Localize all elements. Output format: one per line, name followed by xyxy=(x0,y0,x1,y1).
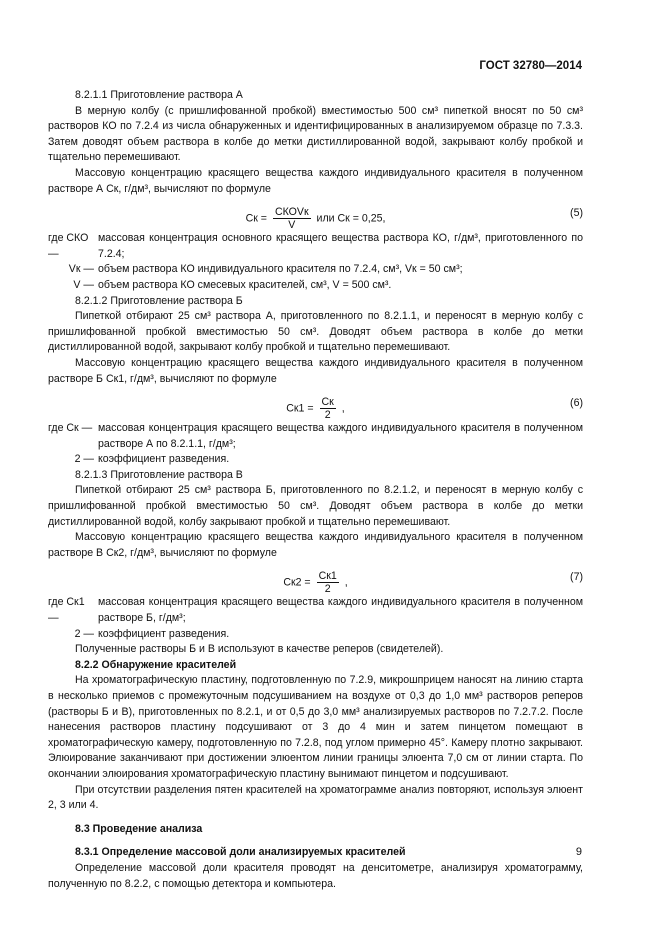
formula-number: (5) xyxy=(570,207,583,220)
definition-row xyxy=(48,595,583,626)
page-number: 9 xyxy=(575,846,582,858)
formula-fraction xyxy=(317,570,339,595)
paragraph: Пипеткой отбирают 25 см³ раствора Б, приготовленного по 8.2.1.2, и переносят в мерную колбу с пришлифованной пробкой вместимостью 50 см³. Доводят объем раствора в колбе до метки дистиллированной водой, колбу закрывают пробкой и тщательно перемешивают. xyxy=(48,484,583,528)
definition-text: массовая концентрация красящего вещества каждого индивидуального красителя в полученном растворе Б, г/дм³; xyxy=(98,596,583,625)
paragraph: Полученные растворы Б и В используют в качестве реперов (свидетелей). xyxy=(75,643,444,656)
formula-rest: , xyxy=(344,576,348,589)
formula-lhs: Cк = xyxy=(245,212,267,225)
paragraph: При отсутствии разделения пятен красителей на хроматограмме анализ повторяют, используя элюент 2, 3 или 4. xyxy=(48,783,583,812)
formula-6 xyxy=(48,387,583,421)
definition-text: объем раствора КО смесевых красителей, см³, V = 500 см³. xyxy=(98,278,392,291)
formula-denominator: V xyxy=(288,219,296,232)
section-title-831: 8.3.1 Определение массовой доли анализируемых красителей xyxy=(75,846,406,859)
formula-lhs: Cк2 = xyxy=(283,576,311,589)
formula-numerator: Cк1 xyxy=(318,570,337,583)
definition-row xyxy=(48,452,583,468)
formula-lhs: Cк1 = xyxy=(286,402,314,415)
definition-row xyxy=(48,421,583,452)
paragraph: Пипеткой отбирают 25 см³ раствора А, приготовленного по 8.2.1.1, и переносят в мерную колбу с пришлифованной пробкой вместимостью 50 см³. Доводят объем раствора в колбе до метки дистиллированной водой, закрывают колбу пробкой и тщательно перемешивают. xyxy=(48,310,583,354)
document-body xyxy=(48,88,583,892)
definition-text: массовая концентрация красящего вещества каждого индивидуального красителя в полученном растворе А по 8.2.1.1, г/дм³; xyxy=(98,422,583,450)
formula-7 xyxy=(48,561,583,595)
document-header-id: ГОСТ 32780—2014 xyxy=(479,60,582,72)
formula-denominator: 2 xyxy=(324,409,331,422)
definition-symbol: Vк — xyxy=(68,263,94,276)
definition-symbol: где Cк1 — xyxy=(48,596,85,625)
definition-text: массовая концентрация основного красящего вещества раствора КО, г/дм³, приготовленного по 7.2.4; xyxy=(98,232,583,260)
formula-fraction xyxy=(273,206,311,231)
paragraph: Массовую концентрацию красящего вещества каждого индивидуального красителя в полученном растворе А Cк, г/дм³, вычисляют по формуле xyxy=(48,166,583,195)
paragraph: Определение массовой доли красителя проводят на денситометре, анализируя хроматограмму, полученную по 8.2.2, с помощью детектора и компьютера. xyxy=(48,861,583,890)
definition-text: объем раствора КО индивидуального красителя по 7.2.4, см³, Vк = 50 см³; xyxy=(98,263,463,276)
definition-text: коэффициент разведения. xyxy=(98,453,230,466)
definition-row xyxy=(48,278,583,294)
formula-rest: , xyxy=(341,402,345,415)
section-title-8211: 8.2.1.1 Приготовление раствора А xyxy=(75,89,243,101)
definition-row xyxy=(48,262,583,278)
section-title-8213: 8.2.1.3 Приготовление раствора В xyxy=(75,468,243,481)
definition-text: коэффициент разведения. xyxy=(98,627,230,640)
definition-symbol: V — xyxy=(73,278,94,291)
formula-number: (7) xyxy=(570,571,583,584)
section-title-83: 8.3 Проведение анализа xyxy=(75,822,203,835)
definition-symbol: 2 — xyxy=(74,627,94,640)
section-title-8212: 8.2.1.2 Приготовление раствора Б xyxy=(75,294,243,307)
definition-symbol: где Cк — xyxy=(48,422,93,435)
formula-number: (6) xyxy=(570,397,583,410)
definition-symbol: где CКО — xyxy=(48,232,89,260)
paragraph: Массовую концентрацию красящего вещества каждого индивидуального красителя в полученном растворе Б Cк1, г/дм³, вычисляют по формуле xyxy=(48,356,583,385)
paragraph: В мерную колбу (с пришлифованной пробкой) вместимостью 500 см³ пипеткой вносят по 50 см³ растворов КО по 7.2.4 из числа обнаруженных и идентифицированных в анализируемом образце по 7.3.3. Затем доводят объем раствора в колбе до метки дистиллированной водой, закрывают колбу пробкой и тщательно перемешивают. xyxy=(48,104,583,164)
definition-row xyxy=(48,627,583,643)
formula-fraction xyxy=(320,396,336,421)
paragraph: На хроматографическую пластину, подготовленную по 7.2.9, микрошприцем наносят на линию старта в несколько приемов с промежуточным подсушиванием на воздухе от 0,3 до 1,0 мм³ растворов реперов (растворы Б и В), приготовленных по 8.2.1, и от 0,5 до 3,0 мм³ анализируемых растворов по 7.2.7.2. После нанесения растворов пластину подсушивают от 3 до 4 мин и затем пинцетом помещают в хроматографическую камеру, подготовленную по 7.2.8, под углом примерно 45°. Камеру плотно закрывают. Элюирование заканчивают при достижении элюентом линии границы элюента 7,0 см от линии старта. По окончании элюирования хроматографическую пластину вынимают пинцетом и подсушивают. xyxy=(48,674,583,780)
definition-symbol: 2 — xyxy=(74,453,94,466)
formula-numerator: Cк xyxy=(321,396,334,409)
formula-rest: или Cк = 0,25, xyxy=(316,212,386,225)
definition-row xyxy=(48,231,583,262)
formula-5 xyxy=(48,197,583,231)
formula-denominator: 2 xyxy=(324,583,331,596)
formula-numerator: CКОVк xyxy=(274,206,309,219)
paragraph: Массовую концентрацию красящего вещества каждого индивидуального красителя в полученном растворе В Cк2, г/дм³, вычисляют по формуле xyxy=(48,531,583,559)
section-title-822: 8.2.2 Обнаружение красителей xyxy=(75,658,237,671)
